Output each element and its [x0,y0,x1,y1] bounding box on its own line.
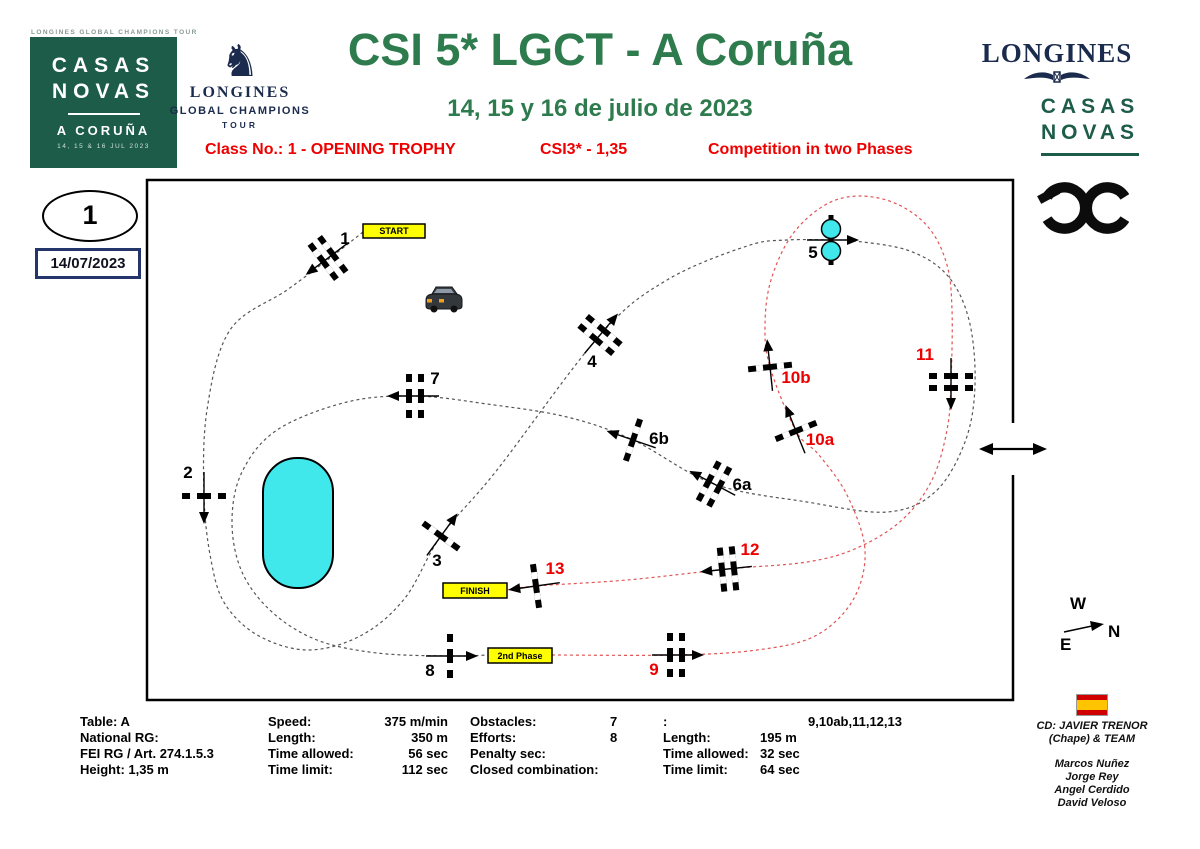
stats-general [80,714,214,778]
obstacle-1 [292,226,360,292]
stats-row: Time allowed: 32 sec [663,746,800,761]
class-number: Class No.: 1 - OPENING TROPHY [205,141,456,158]
team-member: David Veloso [1057,797,1127,809]
course-designer: CD: JAVIER TRENOR [1036,720,1148,732]
svg-text:E: E [1060,635,1072,654]
obstacle-label-6a: 6a [732,475,752,494]
svg-text:N: N [1108,622,1121,641]
class-format: Competition in two Phases [708,141,913,158]
casas-novas-wordmark [1035,94,1145,156]
casas-novas-logo [30,37,177,168]
second-phase-sign [488,648,552,663]
phase1-track-return [232,240,975,656]
entrance-gate-arrow [979,443,1047,455]
stats-row: FEI RG / Art. 274.1.5.3 [80,746,214,761]
casas-text: CASAS [1040,95,1140,118]
stats-row: National RG: [80,730,159,745]
svg-text:W: W [1070,594,1087,613]
venue-name-line2: NOVAS [51,80,156,103]
water-pond [263,458,333,588]
venue-name-line1: CASAS [51,54,156,77]
stats-phase1-times [268,714,450,778]
casas-novas-underline [1041,153,1139,156]
course-designer-team: (Chape) & TEAM [1048,733,1136,745]
obstacle-3 [409,500,475,568]
course-map-svg [147,180,1013,700]
team-member: Jorge Rey [1065,771,1119,783]
stats-row: Length: 195 m [663,730,797,745]
stats-phase2 [663,714,902,778]
lgct-global-champions: GLOBAL CHAMPIONS [169,105,311,117]
svg-text:START: START [379,226,409,236]
stats-row: Table: A [80,714,130,729]
team-member: Marcos Nuñez [1054,758,1130,770]
car-icon [426,287,462,313]
logo-divider [68,113,140,115]
compass-icon [1048,585,1148,655]
obstacle-label-5: 5 [808,243,818,262]
spain-flag-icon [1076,694,1108,716]
obstacle-label-1: 1 [340,229,350,248]
page-title: CSI 5* LGCT - A Coruña [347,24,853,75]
longines-wordmark: LONGINES [981,38,1133,68]
winged-hourglass-icon [1022,68,1092,86]
obstacle-label-3: 3 [432,551,442,570]
obstacle-label-8: 8 [425,661,435,680]
stats-row: Efforts: 8 [470,730,618,745]
obstacle-label-11: 11 [916,345,934,364]
stats-row: Time limit: 112 sec [268,762,448,777]
arena-border [147,180,1013,700]
course-map [147,180,1013,700]
finish-sign [443,583,507,598]
stats-row: Closed combination: [470,762,599,777]
lgct-logo [160,37,320,130]
stats-row: Height: 1,35 m [80,762,169,777]
stats-row: : 9,10ab,11,12,13 [663,714,902,729]
venue-city: A CORUÑA [56,123,151,138]
stats-obstacles [470,714,617,778]
obstacle-label-13: 13 [545,559,565,578]
course-date: 14/07/2023 [35,248,141,279]
lgct-longines: LONGINES [189,84,291,101]
obstacle-label-7: 7 [430,369,440,388]
team-member: Angel Cerdido [1054,784,1130,796]
stats-row: Length: 350 m [268,730,448,745]
stats-row: Time allowed: 56 sec [268,746,448,761]
obstacle-label-10a: 10a [805,430,835,449]
class-category: CSI3* - 1,35 [540,141,628,158]
course-number-badge: 1 [42,190,138,242]
stats-row: Obstacles: 7 [470,714,618,729]
obstacle-11 [929,358,973,410]
obstacle-label-12: 12 [740,540,760,559]
start-sign [363,224,425,238]
obstacle-label-10b: 10b [781,368,811,387]
event-dates: 14, 15 y 16 de julio de 2023 [447,95,753,122]
obstacle-9 [652,633,704,677]
novas-text: NOVAS [1040,121,1140,144]
stats-row: Time limit: 64 sec [663,762,800,777]
obstacle-label-4: 4 [587,352,597,371]
obstacle-label-9: 9 [649,660,659,679]
officials-block [1008,694,1176,810]
stats-row: Speed: 375 m/min [268,714,448,729]
obstacle-label-6b: 6b [649,429,669,448]
horse-head-icon: ♞ [220,37,260,86]
phase2-track [507,196,952,655]
lgct-caption: LONGINES GLOBAL CHAMPIONS TOUR [31,29,198,36]
lgct-tour: TOUR [222,120,258,130]
global-champions-gc-icon [1036,172,1136,244]
svg-text:FINISH: FINISH [460,586,490,596]
obstacle-label-2: 2 [183,463,193,482]
svg-text:2nd Phase: 2nd Phase [497,651,543,661]
stats-row: Penalty sec: [470,746,546,761]
venue-dates: 14, 15 & 16 JUL 2023 [57,143,150,150]
